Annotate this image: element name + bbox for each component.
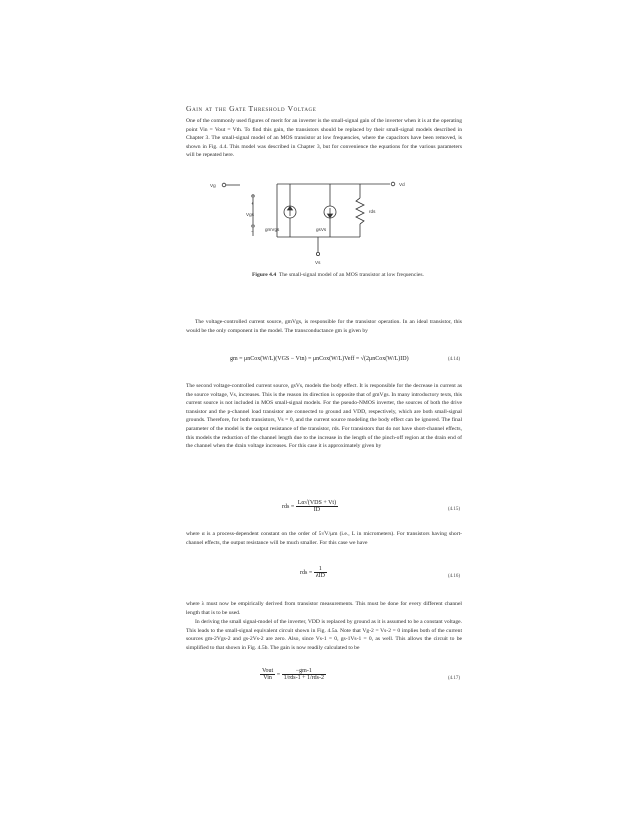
label-vd: Vd xyxy=(399,182,405,187)
equation-4-17-equals: = xyxy=(276,671,281,678)
label-gm: gmVgs xyxy=(265,227,280,232)
gm-arrow-icon xyxy=(288,207,293,211)
label-vs: Vs xyxy=(315,260,321,265)
equation-4-14: gm = μnCox(W/L)(VGS − Vtn) = μnCox(W/L)Veff = √(2μnCox(W/L)ID) xyxy=(230,356,409,362)
equation-4-15 xyxy=(282,500,338,513)
figure-caption xyxy=(252,272,424,278)
figure-caption-label: Figure 4.4 xyxy=(252,272,277,278)
gate-plus-node xyxy=(252,195,254,197)
equation-4-17 xyxy=(260,668,326,681)
equation-4-17-number: (4.17) xyxy=(448,676,461,681)
gs-arrow-icon xyxy=(328,214,333,218)
equation-4-15-fraction xyxy=(296,500,338,513)
equation-4-16-denominator: λID xyxy=(315,573,325,579)
paragraph-3 xyxy=(186,382,462,451)
label-minus: − xyxy=(251,229,254,234)
paragraph-5 xyxy=(186,600,462,617)
equation-4-17-rhs-numerator: −gm-1 xyxy=(282,668,326,675)
equation-4-15-denominator: ID xyxy=(313,507,321,513)
equation-4-17-lhs-denominator: Vin xyxy=(263,675,272,681)
equation-4-15-lhs: rds = xyxy=(282,503,295,510)
equation-4-15-numerator: Lα√(VDS + Vt) xyxy=(297,500,337,506)
equation-4-17-lhs-numerator: Vout xyxy=(262,668,274,674)
equation-4-16-numerator: 1 xyxy=(314,566,327,573)
equation-4-15-number: (4.15) xyxy=(448,507,461,512)
equation-4-17-lhs-fraction xyxy=(260,668,275,681)
equation-4-16-fraction xyxy=(314,566,327,579)
paragraph-6 xyxy=(186,618,462,652)
equation-4-16 xyxy=(300,566,327,579)
paragraph-intro-text: One of the commonly used figures of merit for an inverter is the small-signal gain of the inverter when it is at the operating point Vin = Vout = Vth. To find this gain, the transistors should be replaced by their small-signal models described in Chapter 3. The small-signal model of an MOS transistor at low frequencies, where the capacitors have been removed, is shown in Fig. 4.4. This model was described in Chapter 3, but for convenience the equations for the various parameters will be repeated here. xyxy=(186,118,462,159)
equation-4-17-rhs-fraction xyxy=(282,668,326,681)
label-vg: Vg xyxy=(210,183,216,188)
gate-minus-node xyxy=(252,225,254,227)
paragraph-4 xyxy=(186,530,462,547)
vs-terminal xyxy=(316,252,319,255)
equation-4-16-lhs: rds = xyxy=(300,569,313,576)
paragraph-3-text: The second voltage-controlled current source, gsVs, models the body effect. It is responsible for the decrease in current as the source voltage, Vs, increases. This is the reason its direction is opposite that of gmVgs. In many introductory texts, this current source is not included in MOS small-signal models. For the pseudo-NMOS inverter, the sources of both the drive transistor and the p-channel load transistor are connected to ground and VDD, respectively, which are both small-signal grounds. Therefore, for both transistors, Vs = 0, and the current source modeling the body effect can be ignored. The final parameter of the model is the output resistance of the transistor, rds. For transistors that do not have short-channel effects, this models the reduction of the channel length due to the increase in the length of the pinch-off region at the drain end of the channel when the drain voltage increases. For this case it is approximately given by xyxy=(186,383,462,450)
section-heading: Gain at the Gate Threshold Voltage xyxy=(186,104,317,113)
label-plus: + xyxy=(251,201,254,206)
vg-terminal xyxy=(222,183,226,187)
equation-4-17-rhs-denominator: 1/rds-1 + 1/rds-2 xyxy=(283,675,325,681)
paragraph-6-text: In deriving the small signal-model of the inverter, VDD is replaced by ground as it is assumed to be a constant voltage. This leads to the small-signal equivalent circuit shown in Fig. 4.5a. Note that Vg-2 = Vs-2 = 0 implies both of the current sources gm-2Vgs-2 and gs-2Vs-2 are zero. Also, since Vs-1 = 0, gs-1Vs-1 = 0, as well. This allows the circuit to be simplified to that shown in Fig. 4.5b. The gain is now readily calculated to be xyxy=(186,619,462,651)
label-rds: rds xyxy=(369,209,376,214)
figure-caption-text: The small-signal model of an MOS transistor at low frequencies. xyxy=(278,272,424,278)
paragraph-5-text: where λ must now be empirically derived from transistor measurements. This must be done for every different channel length that is to be used. xyxy=(186,601,462,616)
paragraph-4-text: where α is a process-dependent constant on the order of 5√V/μm (i.e., L in micrometers). For transistors having short-channel effects, the output resistance will be much smaller. For this case we have xyxy=(186,531,462,546)
paragraph-2-text: The voltage-controlled current source, gmVgs, is responsible for the transistor operation. In an ideal transistor, this would be the only component in the model. The transconductance gm is given by xyxy=(186,319,462,334)
vd-terminal xyxy=(391,182,395,186)
paragraph-2 xyxy=(186,318,462,335)
label-vgs: Vgs xyxy=(246,212,254,217)
label-gs: gsVs xyxy=(316,227,327,232)
equation-4-16-number: (4.16) xyxy=(448,574,461,579)
rds-resistor xyxy=(356,198,364,224)
equation-4-14-number: (4.14) xyxy=(448,357,461,362)
